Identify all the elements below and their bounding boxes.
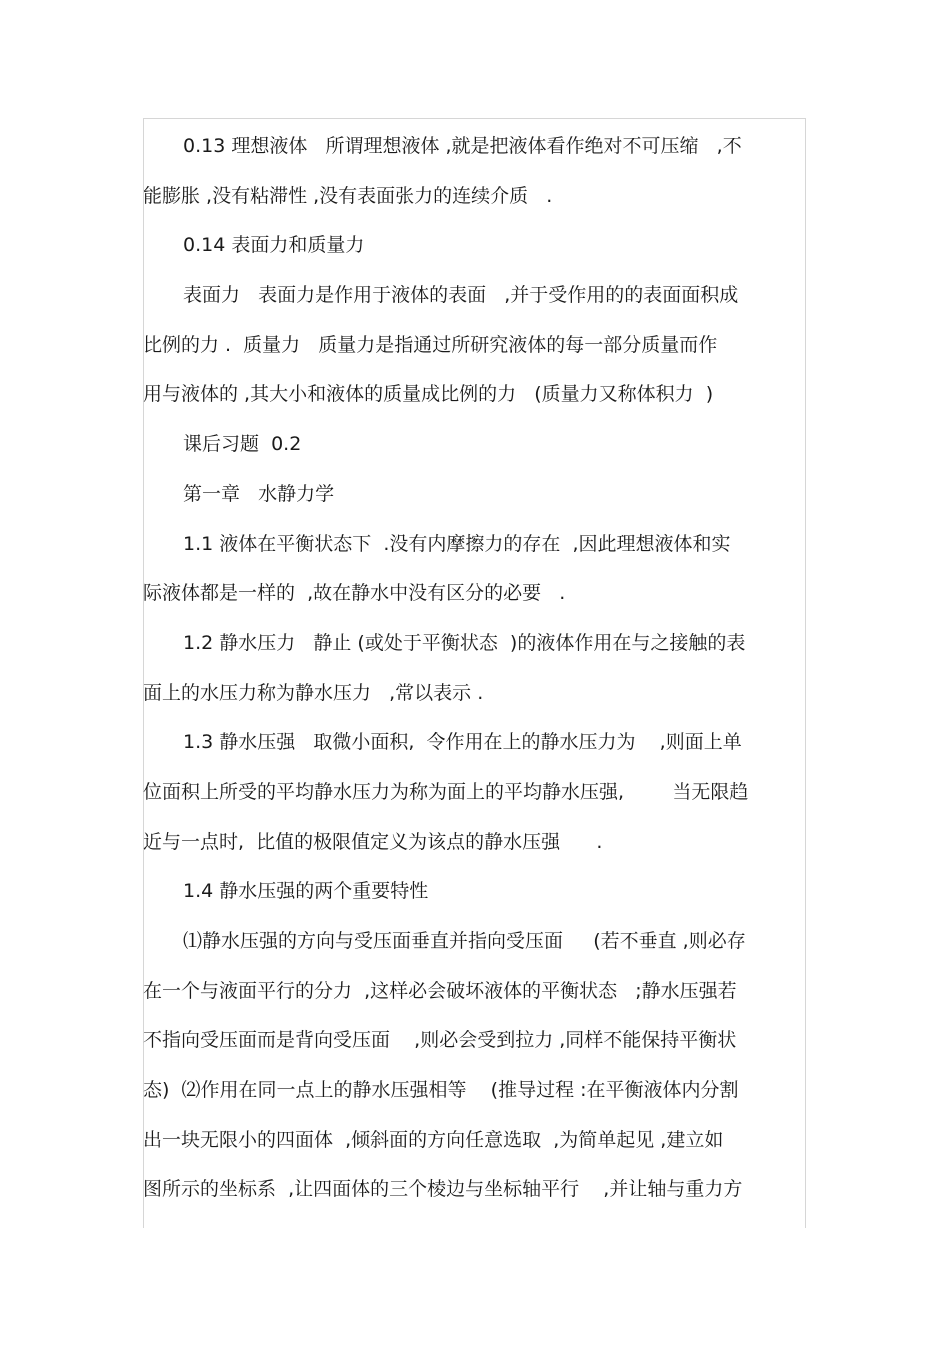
text-line: 际液体都是一样的 ,故在静水中没有区分的必要 . <box>143 582 566 605</box>
document-body <box>143 122 803 1215</box>
text-line: 出一块无限小的四面体 ,倾斜面的方向任意选取 ,为简单起见 ,建立如 <box>143 1128 724 1151</box>
section-heading: 1.4 静水压强的两个重要特性 <box>183 880 429 903</box>
text-line: 1.1 液体在平衡状态下 .没有内摩擦力的存在 ,因此理想液体和实 <box>183 532 731 555</box>
text-line: 位面积上所受的平均静水压力为称为面上的平均静水压强, 当无限趋 <box>143 780 749 803</box>
chapter-heading: 第一章 水静力学 <box>183 482 335 505</box>
text-line: ⑴静水压强的方向与受压面垂直并指向受压面 (若不垂直 ,则必存 <box>183 930 746 952</box>
text-line: 近与一点时, 比值的极限值定义为该点的静水压强 . <box>143 830 603 853</box>
section-heading: 课后习题 0.2 <box>183 433 302 456</box>
text-line: 1.3 静水压强 取微小面积, 令作用在上的静水压力为 ,则面上单 <box>183 731 742 754</box>
text-line: 表面力 表面力是作用于液体的表面 ,并于受作用的的表面面积成 <box>183 284 739 307</box>
text-line: 图所示的坐标系 ,让四面体的三个棱边与坐标轴平行 ,并让轴与重力方 <box>143 1178 743 1201</box>
text-line: 比例的力 . 质量力 质量力是指通过所研究液体的每一部分质量而作 <box>143 333 718 356</box>
text-line: 在一个与液面平行的分力 ,这样必会破坏液体的平衡状态 ;静水压强若 <box>143 979 737 1002</box>
section-heading: 0.14 表面力和质量力 <box>183 234 365 257</box>
text-line: 不指向受压面而是背向受压面 ,则必会受到拉力 ,同样不能保持平衡状 <box>143 1029 737 1052</box>
text-line: 态) ⑵作用在同一点上的静水压强相等 (推导过程 :在平衡液体内分割 <box>143 1079 739 1102</box>
text-line: 0.13 理想液体 所谓理想液体 ,就是把液体看作绝对不可压缩 ,不 <box>183 135 742 157</box>
text-line: 用与液体的 ,其大小和液体的质量成比例的力 (质量力又称体积力 ) <box>143 383 714 406</box>
text-line: 1.2 静水压力 静止 (或处于平衡状态 )的液体作用在与之接触的表 <box>183 631 746 654</box>
text-line: 面上的水压力称为静水压力 ,常以表示 . <box>143 681 484 704</box>
text-line: 能膨胀 ,没有粘滞性 ,没有表面张力的连续介质 . <box>143 184 553 207</box>
